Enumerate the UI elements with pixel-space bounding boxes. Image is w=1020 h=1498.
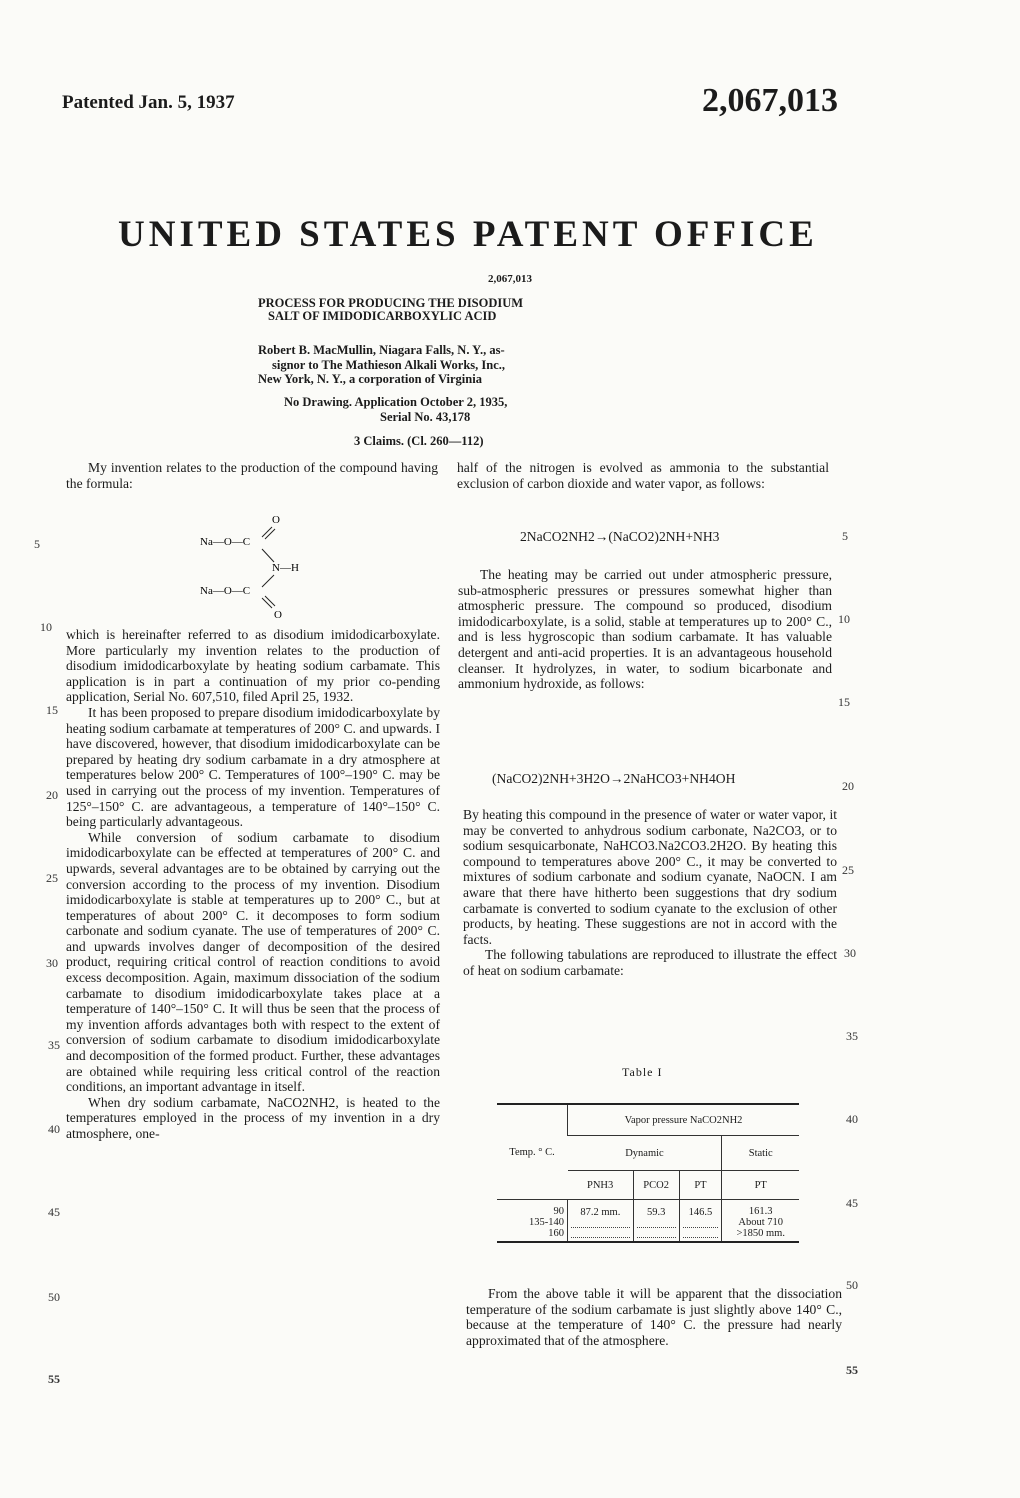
title-line: PROCESS FOR PRODUCING THE DISODIUM <box>258 296 524 310</box>
inventor-line: signor to The Mathieson Alkali Works, Inc., <box>272 357 506 372</box>
front-patent-number: 2,067,013 <box>488 273 532 285</box>
paragraph: The heating may be carried out under atmospheric pressure, sub-atmospheric pressures or pressures somewhat higher than atmospheric pressure. The compound so produced, disodium imidodicarboxylate, is a solid, stable at temperatures up to 200° C., and is less hygroscopic than sodium carbamate. It has valuable detergent and anti-acid properties. It is an advantageous household cleanser. It hydrolyzes, in water, to sodium bicarbonate and ammonium hydroxide, as follows: <box>458 567 832 692</box>
formula-na1: Na—O—C <box>200 536 251 548</box>
patent-title <box>258 297 638 323</box>
left-paragraph-1 <box>66 460 438 491</box>
cell-pnh3: 87.2 mm. <box>568 1200 634 1243</box>
line-number: 50 <box>846 1278 858 1292</box>
line-number: 25 <box>46 871 58 885</box>
temp-header: Temp. ° C. <box>497 1104 568 1200</box>
double-bond-line <box>265 529 275 539</box>
inventor-line: Robert B. MacMullin, Niagara Falls, N. Y., as- <box>258 343 505 357</box>
chemical-formula <box>190 505 330 620</box>
patented-date: Patented Jan. 5, 1937 <box>62 92 235 113</box>
line-number: 35 <box>846 1029 858 1043</box>
static-header: Static <box>722 1136 799 1171</box>
paragraph: While conversion of sodium carbamate to disodium imidodicarboxylate can be effected at temperatures of 200° C. and upwards, several advantages are to be obtained by carrying out the conversion according to the process of my invention. Disodium imidodicarboxylate is stable at temperatures up to 200° C., but at temperatures of about 200° C. it decomposes to form sodium carbonate and sodium cyanate. The use of temperatures of 200° C. and upwards involves danger of decomposition of the desired product, requiring critical control of reaction conditions to avoid excess decomposition. Again, maximum dissociation of the sodium carbamate to disodium imidodicarboxylate takes place at a temperature of 140°–150° C. It will thus be seen that the process of my invention affords advantages both with respect to the extent of conversion of sodium carbamate to disodium imidodicarboxylate and decomposition of the formed product. Further, these advantages are obtained while requiring less critical control of the reaction conditions, an important advantage in itself. <box>66 829 440 1095</box>
line-number: 45 <box>48 1205 60 1219</box>
line-number: 35 <box>48 1038 60 1052</box>
line-number: 15 <box>838 695 850 709</box>
inventor-block <box>258 343 638 387</box>
line-number: 40 <box>48 1122 60 1136</box>
paragraph: The following tabulations are reproduced to illustrate the effect of heat on sodium carbamate: <box>463 947 837 978</box>
bond-line <box>262 575 274 587</box>
line-number: 5 <box>842 529 848 543</box>
application-block <box>284 395 644 424</box>
paragraph: My invention relates to the production of the compound having the formula: <box>66 460 438 491</box>
line-number: 15 <box>46 703 58 717</box>
dynamic-header: Dynamic <box>568 1136 722 1171</box>
cell-pt-dynamic: 146.5 <box>679 1200 722 1243</box>
line-number: 30 <box>46 956 58 970</box>
paragraph: It has been proposed to prepare disodium imidodicarboxylate by heating sodium carbamate at temperatures of 200° C. and upwards. I have discovered, however, that disodium imidodicarboxylate can be prepared by heating dry sodium carbamate in a dry atmosphere at temperatures below 200° C. Temperatures of 100°–190° C. may be used in carrying out the process of my invention. Temperatures of 125°–150° C. are advantageous, a temperature of 140°–150° C. being particularly advantageous. <box>66 704 440 830</box>
line-number: 40 <box>846 1112 858 1126</box>
group-header: Vapor pressure NaCO2NH2 <box>568 1104 800 1136</box>
inventor-line: New York, N. Y., a corporation of Virginia <box>258 372 482 386</box>
formula-bottom-o: O <box>274 609 282 620</box>
formula-top-o: O <box>272 514 280 526</box>
cell-pco2: 59.3 <box>633 1200 679 1243</box>
double-bond-line <box>262 527 272 537</box>
paragraph: half of the nitrogen is evolved as ammonia to the substantial exclusion of carbon dioxide and water vapor, as follows: <box>457 460 829 491</box>
line-number: 20 <box>46 788 58 802</box>
line-number: 10 <box>838 612 850 626</box>
line-number: 55 <box>846 1363 858 1377</box>
table-caption: Table I <box>622 1065 663 1079</box>
title-line: SALT OF IMIDODICARBOXYLIC ACID <box>268 309 497 323</box>
vapor-pressure-table <box>497 1103 799 1243</box>
formula-nh: N—H <box>272 562 299 574</box>
line-number: 30 <box>844 946 856 960</box>
cell-temp: 90 135-140 160 <box>529 1206 564 1239</box>
right-paragraph-1 <box>457 460 829 491</box>
paragraph: which is hereinafter referred to as disodium imidodicarboxylate. More particularly my invention relates to the production of disodium imidodicarboxylate by heating sodium carbamate. This application is in part a continuation of my prior co-pending application, Serial No. 607,510, filed April 25, 1932. <box>66 627 440 705</box>
equation-2: (NaCO2)2NH+3H2O→2NaHCO3+NH4OH <box>492 771 736 786</box>
left-body <box>66 627 440 1142</box>
pt-static-header: PT <box>722 1171 799 1200</box>
line-number: 55 <box>48 1372 60 1386</box>
right-paragraph-2 <box>458 567 832 692</box>
right-paragraph-3 <box>463 807 837 979</box>
claims-classification: 3 Claims. (Cl. 260—112) <box>354 434 484 448</box>
pnh3-header: PNH3 <box>568 1171 634 1200</box>
equation-1: 2NaCO2NH2→(NaCO2)2NH+NH3 <box>520 529 720 544</box>
line-number: 50 <box>48 1290 60 1304</box>
line-number: 25 <box>842 863 854 877</box>
double-bond-line <box>265 596 275 606</box>
right-paragraph-4 <box>466 1286 842 1348</box>
patent-number: 2,067,013 <box>702 82 838 119</box>
table-row <box>497 1200 799 1243</box>
line-number: 45 <box>846 1196 858 1210</box>
line-number: 5 <box>34 537 40 551</box>
paragraph: By heating this compound in the presence of water or water vapor, it may be converted to anhydrous sodium carbonate, Na2CO3, or to sodium sesquicarbonate, NaHCO3.Na2CO3.2H2O. By heating this compound to temperatures above 200° C., it may be converted to mixtures of sodium carbonate and sodium cyanate, NaOCN. I am aware that there have hitherto been suggestions that dry sodium carbamate is converted to sodium cyanate to the exclusion of other products, by heating. These suggestions are not in accord with the facts. <box>463 807 837 947</box>
line-number: 20 <box>842 779 854 793</box>
pco2-header: PCO2 <box>633 1171 679 1200</box>
pt-dynamic-header: PT <box>679 1171 722 1200</box>
application-line: Serial No. 43,178 <box>380 409 471 424</box>
office-heading: UNITED STATES PATENT OFFICE <box>118 214 818 255</box>
paragraph: From the above table it will be apparent that the dissociation temperature of the sodium carbamate is just slightly above 140° C., because at the temperature of 140° C. the pressure had nearly approximated that of the atmosphere. <box>466 1286 842 1348</box>
paragraph: When dry sodium carbamate, NaCO2NH2, is heated to the temperatures employed in the process of my invention in a dry atmosphere, one- <box>66 1094 440 1141</box>
line-number: 10 <box>40 620 52 634</box>
cell-pt-static: 161.3 About 710 >1850 mm. <box>722 1200 799 1243</box>
bond-line <box>262 549 274 562</box>
double-bond-line <box>262 598 272 608</box>
application-line: No Drawing. Application October 2, 1935, <box>284 395 508 409</box>
formula-na2: Na—O—C <box>200 585 251 597</box>
